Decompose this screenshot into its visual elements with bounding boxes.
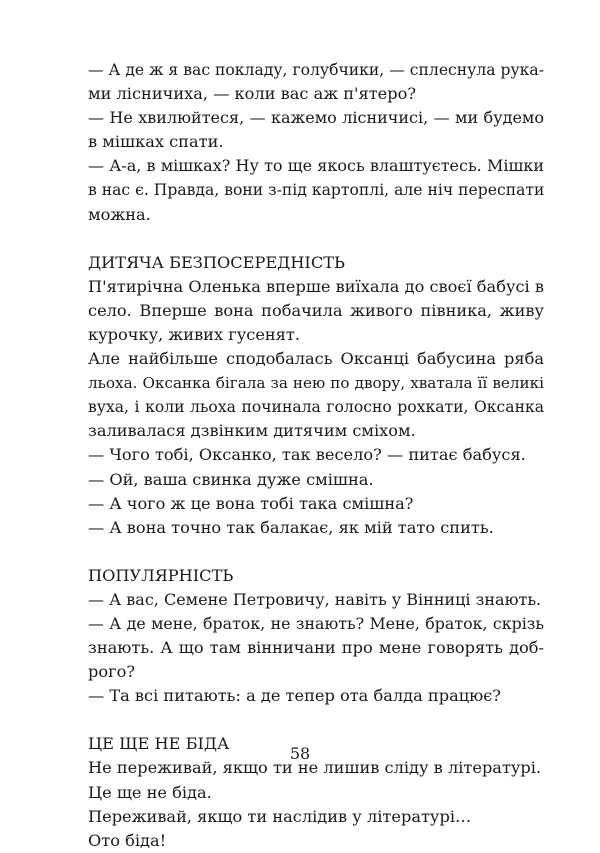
text-line: в нас є. Правда, вони з-під картоплі, але ніч переспати — [88, 181, 545, 200]
text-line: в мішках спати. — [88, 132, 224, 152]
story-popularity — [88, 564, 544, 709]
text-line: рого? — [88, 662, 136, 682]
section-title: ПОПУЛЯРНІСТЬ — [88, 565, 234, 585]
text-line: — А чого ж це вона тобі така смішна? — [88, 493, 414, 513]
text-line: — Та всі питають: а де тепер ота балда працює? — [88, 686, 501, 706]
text-line: знають. А що там вінничани про мене говорять доб- — [88, 638, 544, 658]
text-line: село. Вперше вона побачила живого півника, живу — [88, 300, 544, 320]
page-text — [88, 58, 544, 853]
text-line: ми лісничиха, — коли вас аж п'ятеро? — [88, 84, 417, 104]
text-line: — А вона точно так балакає, як мій тато спить. — [88, 517, 494, 537]
text-line: заливалася дзвінким дитячим сміхом. — [88, 421, 416, 441]
text-line: — А де мене, браток, не знають? Мене, браток, скрізь — [88, 613, 544, 633]
section-title: ДИТЯЧА БЕЗПОСЕРЕДНІСТЬ — [88, 252, 345, 272]
text-line: П'ятирічна Оленька вперше виїхала до своєї бабусі в — [88, 276, 544, 296]
text-line: — Чого тобі, Оксанко, так весело? — питає бабуся. — [88, 445, 526, 465]
section-title: ЦЕ ЩЕ НЕ БІДА — [88, 734, 230, 754]
text-line: — Не хвилюйтеся, — кажемо лісничисі, — ми будемо — [88, 108, 544, 128]
text-line: Але найбільше сподобалась Оксанці бабусина ряба — [88, 349, 544, 369]
text-line: — А-а, в мішках? Ну то ще якось влаштуєтесь. Мішки — [88, 156, 544, 176]
page-number: 58 — [289, 744, 311, 763]
text-line: — А де ж я вас покладу, голубчики, — сплеснула рука- — [88, 61, 544, 79]
text-line: льоха. Оксанка бігала за нею по двору, хватала її великі — [88, 374, 544, 393]
text-line: Це ще не біда. — [88, 782, 212, 802]
text-line: Переживай, якщо ти наслідив у літературі… — [88, 806, 472, 826]
text-line: Ото біда! — [88, 830, 167, 850]
text-line: Не переживай, якщо ти не лишив сліду в літературі. — [88, 758, 542, 778]
story-childish-directness — [88, 251, 544, 540]
story-forest-keeper — [88, 58, 544, 227]
text-line: — Ой, ваша свинка дуже смішна. — [88, 469, 374, 489]
text-line: — А вас, Семене Петровичу, навіть у Вінниці знають. — [88, 589, 542, 609]
text-line: вуха, і коли льоха починала голосно рохкати, Оксанка — [88, 398, 544, 417]
text-line: можна. — [88, 204, 151, 224]
text-line: курочку, живих гусенят. — [88, 324, 300, 344]
